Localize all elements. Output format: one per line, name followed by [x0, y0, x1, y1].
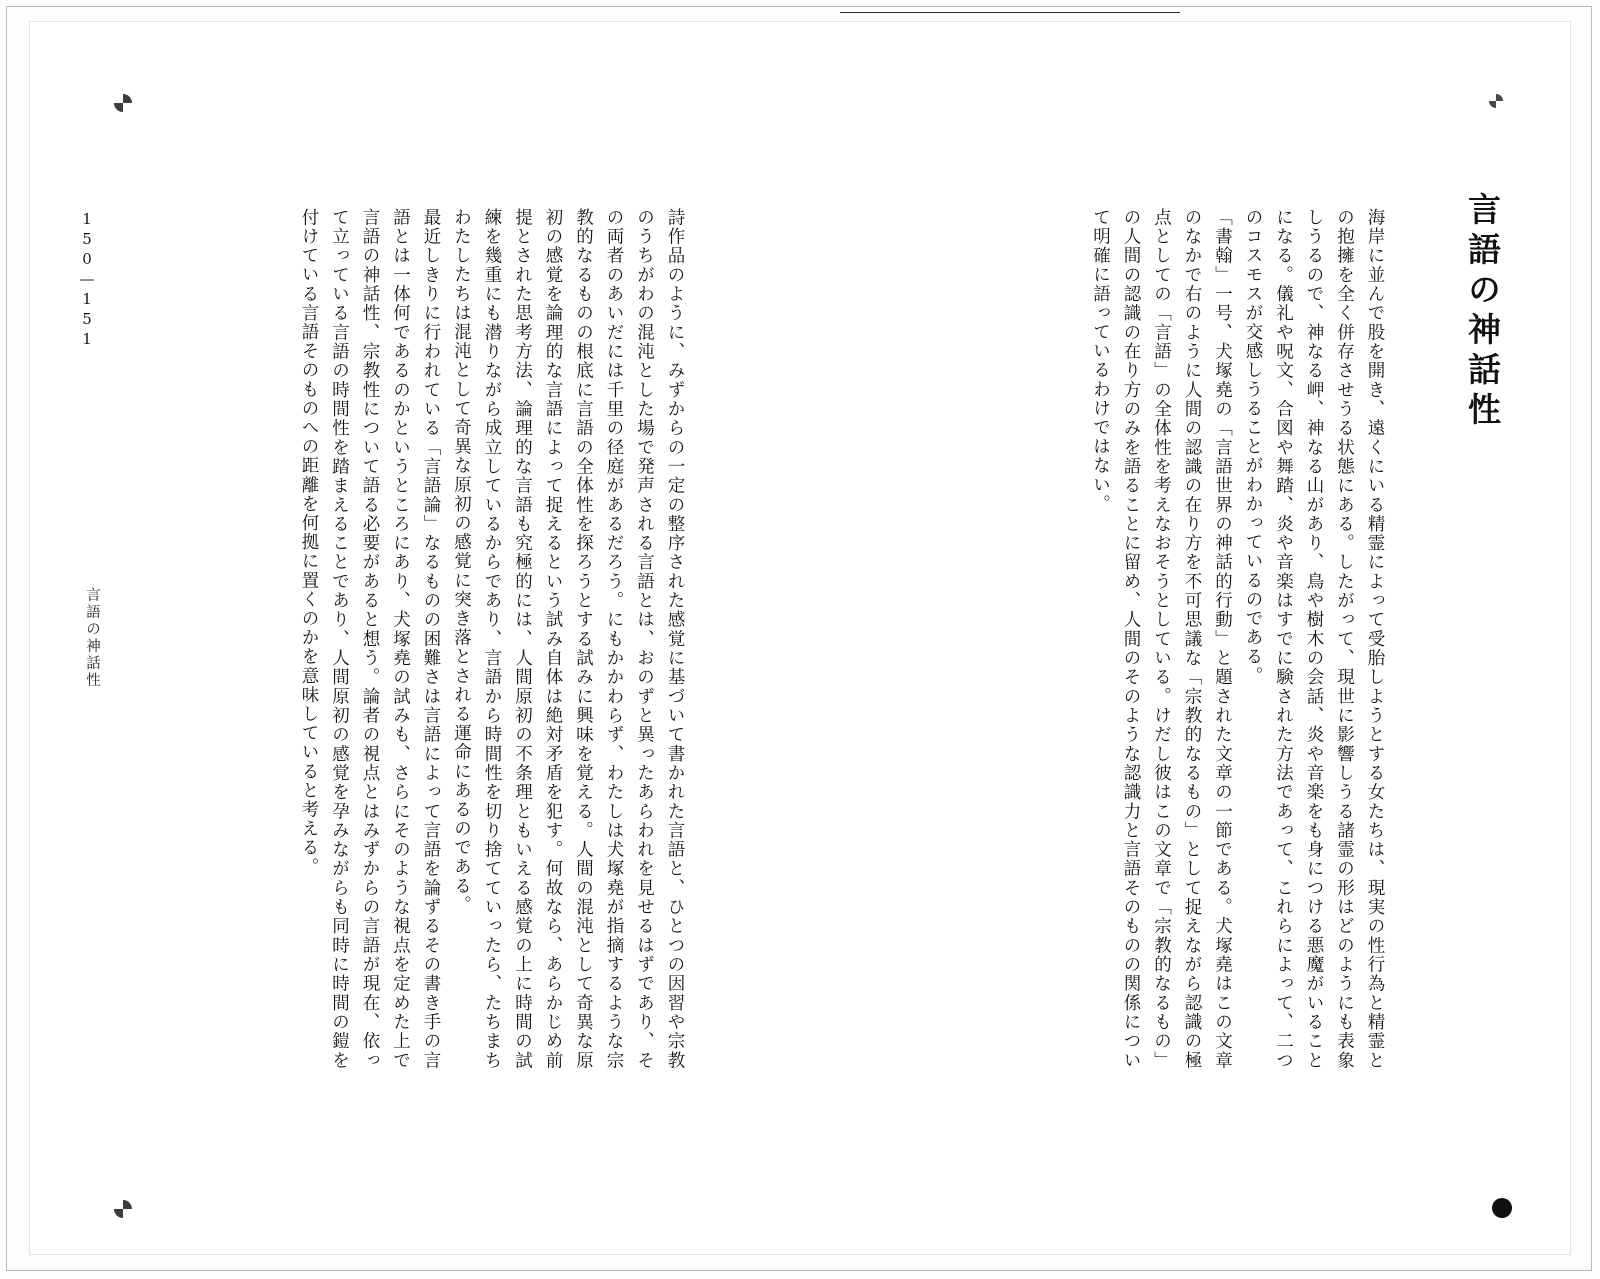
body-column-right [920, 208, 1390, 1070]
crop-mark-top [840, 12, 1180, 13]
registration-mark-icon [1489, 94, 1503, 108]
paragraph: 最近しきりに行われている「言語論」なるものの困難さは言語によって言語を論ずるその書き手の言語とは一体何であるのかというところにあり、犬塚堯の試みも、さらにそのような視点を定めた上で言語の神話性、宗教性について語る必要があると想う。論者の視点とはみずからの言語が現在、依って立っている言語の時間性を踏まえることであり、人間原初の感覚を孕みながらも同時に時間の鎧を付けている言語そのものへの距離を何拠に置くのかを意味していると考える。 [299, 208, 441, 1070]
registration-mark-icon [114, 1200, 132, 1218]
running-head: 言語の神話性 [84, 587, 100, 689]
page-folio: 150—151 [78, 210, 96, 350]
page-sheet [30, 22, 1570, 1254]
paragraph: 詩作品のように、みずからの一定の整序された感覚に基づいて書かれた言語と、ひとつの因習や宗教のうちがわの混沌とした場で発声される言語とは、おのずと異ったあらわれを見せるはずであり、その両者のあいだには千里の径庭があるだろう。にもかかわらず、わたしは犬塚堯が指摘するような宗教的なるものの根底に言語の全体性を探ろうとする試みに興味を覚える。人間の混沌として奇異な原初の感覚を論理的な言語によって捉えるという試み自体は絶対矛盾を犯す。何故なら、あらかじめ前提とされた思考方法、論理的な言語も究極的には、人間原初の不条理ともいえる感覚の上に時間の試練を幾重にも潜りながら成立しているからであり、言語から時間性を切り捨てていったら、たちまちわたしたちは混沌として奇異な原初の感覚に突き落とされる運命にあるのである。 [451, 208, 685, 1070]
paragraph: 海岸に並んで股を開き、遠くにいる精霊によって受胎しようとする女たちは、現実の性行為と精霊との抱擁を全く併存させうる状態にある。したがって、現世に影響しうる諸霊の形はどのようにも表象しうるので、神なる岬、神なる山があり、鳥や樹木の会話、炎や音楽をも身につける悪魔がいることになる。儀礼や呪文、合図や舞踏、炎や音楽はすでに験された方法であって、これらによって、二つのコスモスが交感しうることがわかっているのである。 [1243, 208, 1385, 1070]
paragraph: 「書翰」一号、犬塚堯の「言語世界の神話的行動」と題された文章の一節である。犬塚堯はこの文章のなかで右のように人間の認識の在り方を不可思議な「宗教的なるもの」として捉えながら認識の極点としての「言語」の全体性を考えなおそうとしている。けだし彼はこの文章で「宗教的なるもの」の人間の認識の在り方のみを語ることに留め、人間のそのような認識力と言語そのものの関係について明確に語っているわけではない。 [1090, 208, 1233, 1070]
body-column-left [130, 208, 690, 1070]
page-title: 言語の神話性 [1463, 192, 1502, 432]
registration-mark-icon [114, 94, 132, 112]
ink-dot-icon [1492, 1198, 1512, 1218]
